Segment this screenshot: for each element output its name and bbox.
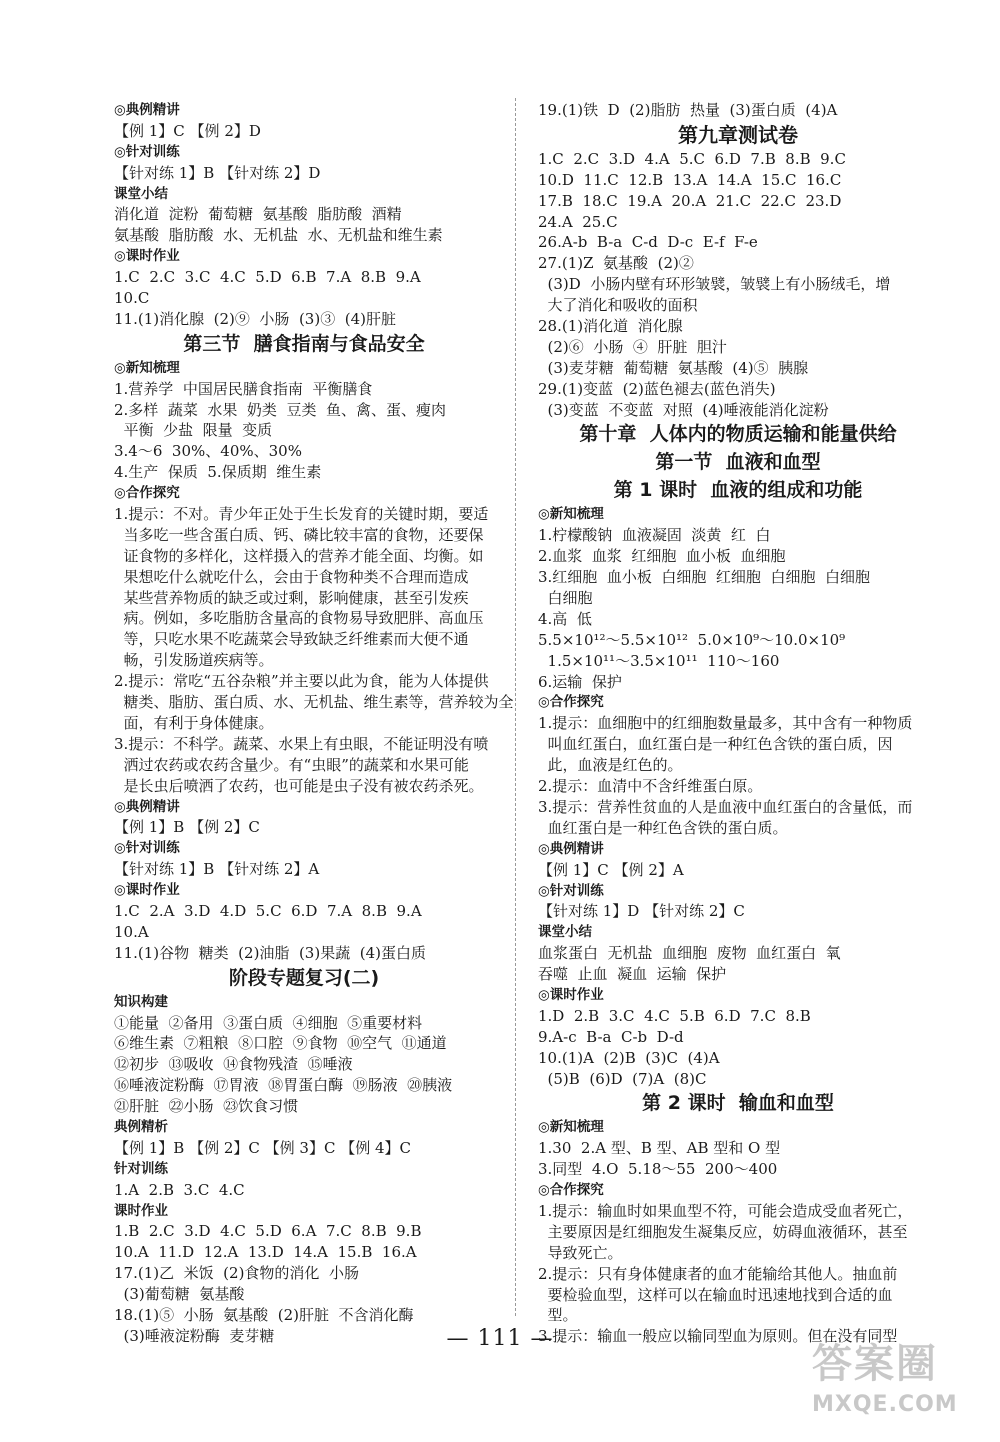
section-label: ◎新知梳理 [538,506,604,523]
watermark-url: MXQE.COM [812,1392,958,1417]
text-line: 4.高 低 [538,609,592,628]
section-label: 课堂小结 [538,924,592,941]
column-divider [515,98,516,1316]
section-heading: 第十章 人体内的物质运输和能量供给 [579,423,897,446]
text-line: 1.提示：不对。青少年正处于生长发育的关键时期，要适 [114,505,489,524]
text-line: (3)唾液淀粉酶 麦芽糖 [114,1326,275,1345]
text-line: 2.提示：常吃“五谷杂粮”并主要以此为食，能为人体提供 [114,672,489,691]
text-line: 平衡 少盐 限量 变质 [114,421,273,440]
section-label: ◎针对训练 [114,840,180,857]
section-label: 知识构建 [114,993,168,1010]
section-label: ◎新知梳理 [114,359,180,376]
text-line: 导致死亡。 [538,1243,623,1262]
text-line: ⑯唾液淀粉酶 ⑰胃液 ⑱胃蛋白酶 ⑲肠液 ⑳胰液 [114,1076,453,1095]
text-line: 10.C [114,289,150,308]
text-line: 面，有利于身体健康。 [114,713,274,732]
section-label: ◎典例精讲 [114,798,180,815]
text-line: 17.(1)乙 米饭 (2)食物的消化 小肠 [114,1264,359,1283]
text-line: 1.5×10¹¹～3.5×10¹¹ 110～160 [538,651,780,670]
section-label: ◎新知梳理 [538,1119,604,1136]
section-label: 课堂小结 [114,185,168,202]
text-line: 要检验血型，这样可以在输血时迅速地找到合适的血 [538,1285,893,1304]
text-line: 畅，引发肠道疾病等。 [114,651,274,670]
text-line: 【针对练 1】B 【针对练 2】A [114,860,320,879]
section-label: 课时作业 [114,1202,168,1219]
text-line: 1.提示：血细胞中的红细胞数量最多，其中含有一种物质 [538,714,913,733]
watermark-logo [812,1338,988,1434]
watermark-title: 答案圈 [812,1341,938,1387]
section-heading: 第三节 膳食指南与食品安全 [183,332,425,355]
text-line: 10.(1)A (2)B (3)C (4)A [538,1048,720,1067]
text-line: 3.同型 4.O 5.18～55 200～400 [538,1160,778,1179]
text-line: 1.柠檬酸钠 血液凝固 淡黄 红 白 [538,526,771,545]
text-line: 11.(1)消化腺 (2)⑨ 小肠 (3)③ (4)肝脏 [114,309,396,328]
text-line: (3)葡萄糖 氨基酸 [114,1285,245,1304]
text-line: 【例 1】B 【例 2】C 【例 3】C 【例 4】C [114,1138,412,1157]
text-line: 11.(1)谷物 糖类 (2)油脂 (3)果蔬 (4)蛋白质 [114,943,426,962]
text-line: 【针对练 1】D 【针对练 2】C [538,902,745,921]
text-line: 10.D 11.C 12.B 13.A 14.A 15.C 16.C [538,170,842,189]
text-line: 氨基酸 脂肪酸 水、无机盐 水、无机盐和维生素 [114,226,443,245]
section-label: ◎合作探究 [114,485,180,502]
text-line: 主要原因是红细胞发生凝集反应，妨碍血液循环，甚至 [538,1222,908,1241]
text-line: 糖类、脂肪、蛋白质、水、无机盐、维生素等，营养较为全 [114,693,514,712]
text-line: (3)变蓝 不变蓝 对照 (4)唾液能消化淀粉 [538,400,829,419]
text-line: (5)B (6)D (7)A (8)C [538,1069,707,1088]
text-line: 叫血红蛋白，血红蛋白是一种红色含铁的蛋白质，因 [538,735,893,754]
text-line: 10.A 11.D 12.A 13.D 14.A 15.B 16.A [114,1243,417,1262]
page-number: — 111 — [446,1326,554,1351]
section-label: ◎课时作业 [114,248,180,265]
text-line: 【例 1】B 【例 2】C [114,818,260,837]
text-line: 1.30 2.A 型、B 型、AB 型和 O 型 [538,1139,781,1158]
text-line: 17.B 18.C 19.A 20.A 21.C 22.C 23.D [538,191,842,210]
text-line: 1.C 2.A 3.D 4.D 5.C 6.D 7.A 8.B 9.A [114,901,422,920]
text-line: 4.生产 保质 5.保质期 维生素 [114,463,322,482]
section-label: ◎课时作业 [114,882,180,899]
section-label: ◎典例精讲 [538,840,604,857]
text-line: 【例 1】C 【例 2】A [538,860,684,879]
text-line: 28.(1)消化道 消化腺 [538,317,683,336]
text-line: 某些营养物质的缺乏或过剩，影响健康，甚至引发疾 [114,588,469,607]
text-line: 1.D 2.B 3.C 4.C 5.B 6.D 7.C 8.B [538,1006,811,1025]
text-line: 洒过农药或农药含量少。有“虫眼”的蔬菜和水果可能 [114,755,469,774]
section-label: 针对训练 [114,1160,168,1177]
text-line: ㉑肝脏 ㉒小肠 ㉓饮食习惯 [114,1097,299,1116]
section-heading: 第九章测试卷 [678,122,798,147]
text-line: (3)麦芽糖 葡萄糖 氨基酸 (4)⑤ 胰腺 [538,358,809,377]
text-line: 9.A-c B-a C-b D-d [538,1027,684,1046]
text-line: 1.B 2.C 3.D 4.C 5.D 6.A 7.C 8.B 9.B [114,1222,422,1241]
text-line: 24.A 25.C [538,212,618,231]
section-label: ◎合作探究 [538,694,604,711]
text-line: 型。 [538,1306,578,1325]
text-line: 3.提示：输血一般应以输同型血为原则。但在没有同型 [538,1327,898,1346]
text-line: 此，血液是红色的。 [538,756,683,775]
text-line: 2.血浆 血浆 红细胞 血小板 血细胞 [538,547,786,566]
text-line: 病。例如，多吃脂肪含量高的食物易导致肥胖、高血压 [114,609,484,628]
text-line: 1.C 2.C 3.D 4.A 5.C 6.D 7.B 8.B 9.C [538,149,846,168]
text-line: 大了消化和吸收的面积 [538,296,698,315]
section-heading: 阶段专题复习(二) [228,966,380,989]
text-line: 2.多样 蔬菜 水果 奶类 豆类 鱼、禽、蛋、瘦肉 [114,400,446,419]
text-line: 27.(1)Z 氨基酸 (2)② [538,254,694,273]
text-line: 6.运输 保护 [538,672,622,691]
section-heading: 第 2 课时 输血和血型 [642,1092,834,1115]
text-line: 果想吃什么就吃什么，会由于食物种类不合理而造成 [114,567,469,586]
text-line: 19.(1)铁 D (2)脂肪 热量 (3)蛋白质 (4)A [538,101,838,119]
section-label: ◎典例精讲 [114,102,180,118]
section-label: 典例精析 [114,1118,168,1135]
section-heading: 第 1 课时 血液的组成和功能 [613,479,863,502]
left-column [114,100,514,1347]
text-line: 血浆蛋白 无机盐 血细胞 废物 血红蛋白 氧 [538,944,841,963]
text-line: 1.C 2.C 3.C 4.C 5.D 6.B 7.A 8.B 9.A [114,268,421,287]
text-line: 证食物的多样化，这样摄入的营养才能全面、均衡。如 [114,546,484,565]
section-label: ◎合作探究 [538,1182,604,1199]
section-label: ◎针对训练 [114,143,180,160]
section-label: ◎课时作业 [538,986,604,1003]
right-column [538,100,938,1347]
text-line: 血红蛋白是一种红色含铁的蛋白质。 [538,818,788,837]
text-line: ①能量 ②备用 ③蛋白质 ④细胞 ⑤重要材料 [114,1013,423,1032]
text-line: 18.(1)⑤ 小肠 氨基酸 (2)肝脏 不含消化酶 [114,1305,414,1324]
text-line: 3.红细胞 血小板 白细胞 红细胞 白细胞 白细胞 [538,568,870,587]
text-line: 当多吃一些含蛋白质、钙、磷比较丰富的食物，还要保 [114,525,484,544]
text-line: 等，只吃水果不吃蔬菜会导致缺乏纤维素而大便不通 [114,630,469,649]
text-line: 2.提示：只有身体健康者的血才能输给其他人。抽血前 [538,1264,898,1283]
text-line: 26.A-b B-a C-d D-c E-f F-e [538,233,758,252]
text-line: 5.5×10¹²～5.5×10¹² 5.0×10⁹～10.0×10⁹ [538,630,846,649]
text-line: 【针对练 1】B 【针对练 2】D [114,163,321,182]
text-line: (3)D 小肠内壁有环形皱襞，皱襞上有小肠绒毛，增 [538,275,891,294]
text-line: 3.4～6 30%、40%、30% [114,442,302,461]
text-line: 10.A [114,922,149,941]
section-heading: 第一节 血液和血型 [655,451,821,474]
text-line: 3.提示：不科学。蔬菜、水果上有虫眼，不能证明没有喷 [114,734,489,753]
text-line: ⑫初步 ⑬吸收 ⑭食物残渣 ⑮唾液 [114,1055,353,1074]
text-line: 1.营养学 中国居民膳食指南 平衡膳食 [114,379,373,398]
text-line: 白细胞 [538,589,593,608]
text-line: 消化道 淀粉 葡萄糖 氨基酸 脂肪酸 酒精 [114,205,402,224]
text-line: ⑥维生素 ⑦粗粮 ⑧口腔 ⑨食物 ⑩空气 ⑪通道 [114,1034,447,1053]
section-label: ◎针对训练 [538,882,604,899]
text-line: 3.提示：营养性贫血的人是血液中血红蛋白的含量低，而 [538,797,913,816]
text-line: (2)⑥ 小肠 ④ 肝脏 胆汁 [538,337,727,356]
text-line: 【例 1】C 【例 2】D [114,121,261,140]
text-line: 1.A 2.B 3.C 4.C [114,1180,245,1199]
text-line: 是长虫后喷洒了农药，也可能是虫子没有被农药杀死。 [114,776,484,795]
text-line: 2.提示：血清中不含纤维蛋白原。 [538,777,763,796]
text-line: 吞噬 止血 凝血 运输 保护 [538,965,727,984]
text-line: 29.(1)变蓝 (2)蓝色褪去(蓝色消失) [538,379,776,398]
text-line: 1.提示：输血时如果血型不符，可能会造成受血者死亡， [538,1201,913,1220]
